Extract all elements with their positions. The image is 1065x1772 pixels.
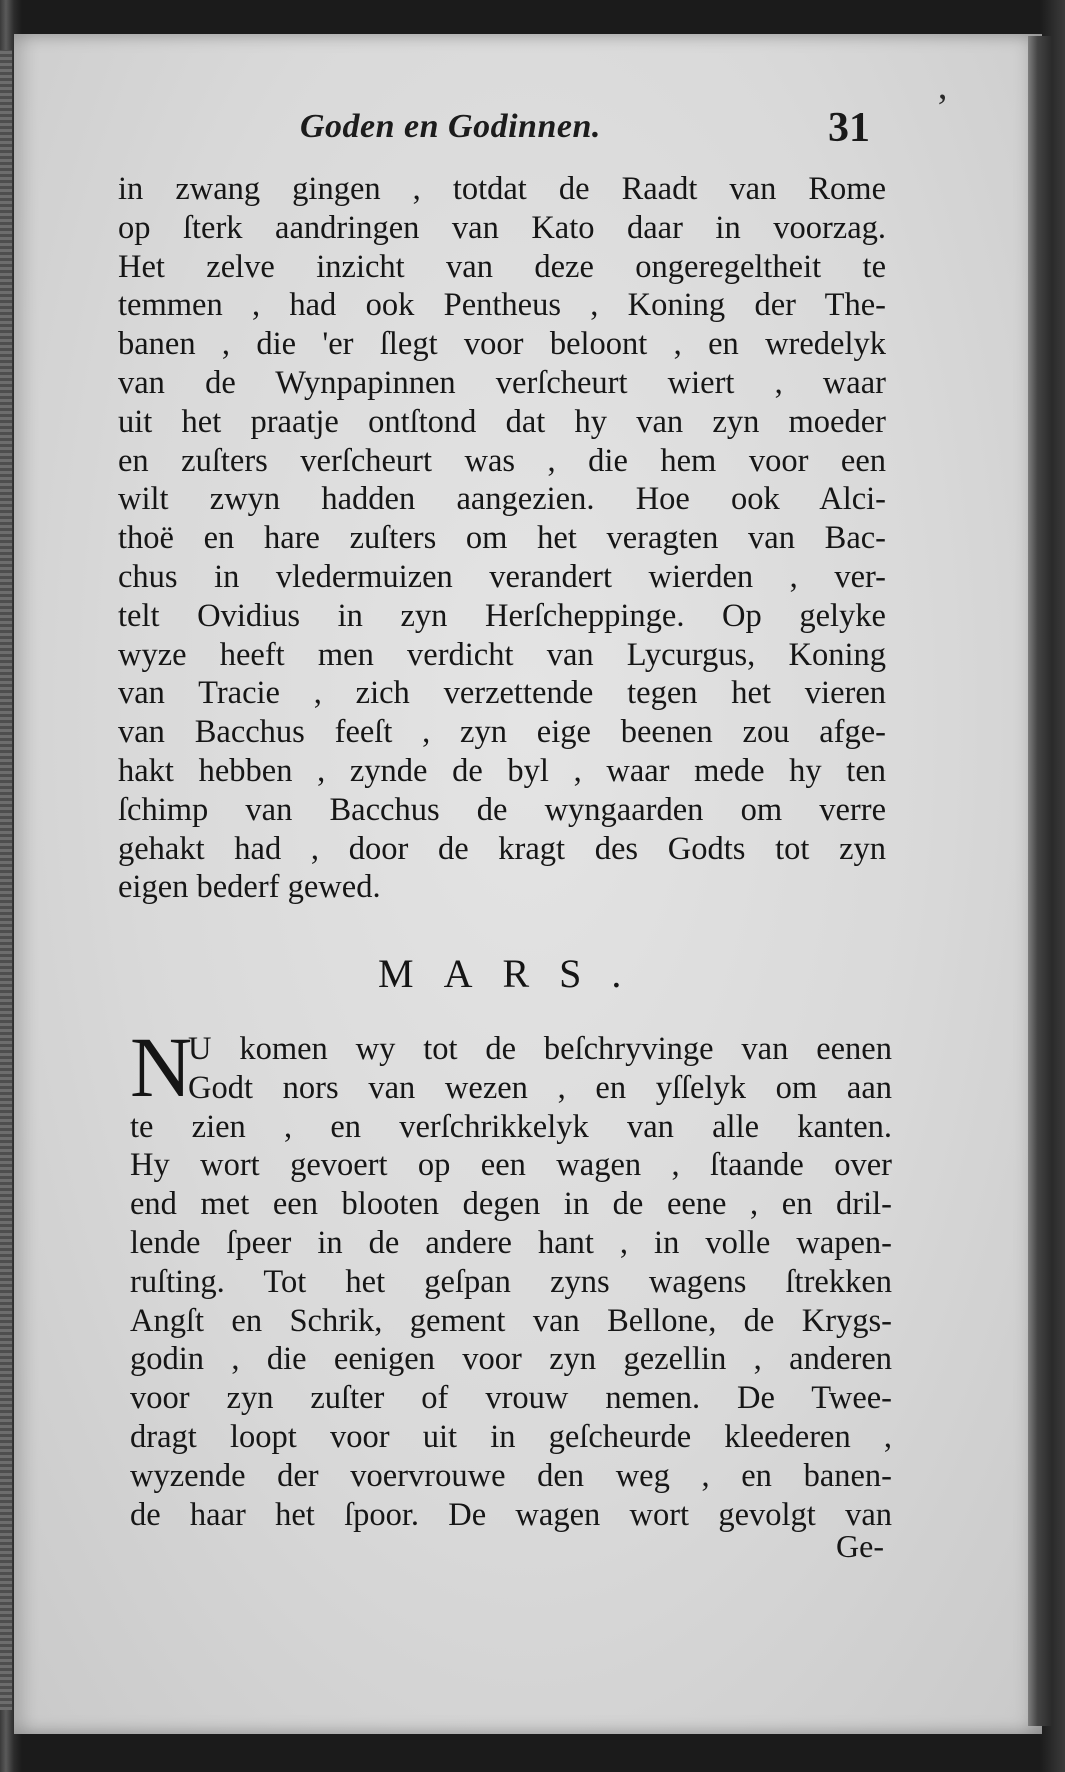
passage-mars (130, 1019, 892, 1534)
text-line: van Tracie , zich verzettende tegen het vieren (118, 675, 886, 712)
text-line: eigen bederf gewed. (118, 869, 381, 906)
text-line: wilt zwyn hadden aangezien. Hoe ook Alci- (118, 481, 886, 518)
text-line: in zwang gingen , totdat de Raadt van Rome (118, 171, 886, 207)
text-line: Godt nors van wezen , en yſſelyk om aan (188, 1069, 892, 1106)
adjacent-page-edge (0, 50, 12, 1710)
text-line: chus in vledermuizen verandert wierden , ver- (118, 558, 886, 595)
text-line: uit het praatje ontſtond dat hy van zyn moeder (118, 403, 886, 440)
text-line: Hy wort gevoert op een wagen , ſtaande over (130, 1147, 892, 1184)
text-line: U komen wy tot de beſchryvinge van eenen (188, 1031, 892, 1067)
catchword: Ge- (836, 1528, 884, 1564)
text-line: Het zelve inzicht van deze ongeregeltheit te (118, 248, 886, 285)
drop-capital: N (130, 1019, 193, 1115)
margin-mark: ʼ (936, 87, 949, 129)
text-line: op ſterk aandringen van Kato daar in voorzag. (118, 209, 886, 246)
text-line: gehakt had , door de kragt des Godts tot zyn (118, 830, 886, 867)
text-line: godin , die eenigen voor zyn gezellin , anderen (130, 1341, 892, 1378)
text-line: hakt hebben , zynde de byl , waar mede hy ten (118, 752, 886, 789)
text-line: te zien , en verſchrikkelyk van alle kanten. (130, 1108, 892, 1145)
running-title: Goden en Godinnen. (300, 108, 601, 145)
book-binding-edge (1028, 36, 1052, 1726)
text-line: voor zyn zuſter of vrouw nemen. De Twee- (130, 1380, 892, 1417)
text-line: dragt loopt voor uit in geſcheurde kleederen , (130, 1418, 892, 1455)
text-line: banen , die 'er ſlegt voor beloont , en wredelyk (118, 326, 886, 363)
text-line: wyze heeft men verdicht van Lycurgus, Koning (118, 636, 886, 673)
text-line: ſchimp van Bacchus de wyngaarden om verre (118, 791, 886, 828)
text-line: van Bacchus feeſt , zyn eige beenen zou afge- (118, 714, 886, 751)
text-line: temmen , had ook Pentheus , Koning der The- (118, 287, 886, 324)
passage-bacchus (118, 170, 886, 907)
text-line: telt Ovidius in zyn Herſcheppinge. Op gelyke (118, 597, 886, 634)
text-line: Angſt en Schrik, gement van Bellone, de Krygs- (130, 1302, 892, 1339)
page-number: 31 (828, 105, 870, 151)
text-line: wyzende der voervrouwe den weg , en banen- (130, 1457, 892, 1494)
section-heading: MARS. (378, 951, 652, 996)
text-line: en zuſters verſcheurt was , die hem voor een (118, 442, 886, 479)
text-line: van de Wynpapinnen verſcheurt wiert , waar (118, 364, 886, 401)
text-line: lende ſpeer in de andere hant , in volle wapen- (130, 1224, 892, 1261)
text-line: de haar het ſpoor. De wagen wort gevolgt van (130, 1496, 892, 1533)
text-line: ruſting. Tot het geſpan zyns wagens ſtrekken (130, 1263, 892, 1300)
text-line: thoë en hare zuſters om het veragten van Bac- (118, 520, 886, 557)
text-line: end met een blooten degen in de eene , en dril- (130, 1186, 892, 1223)
